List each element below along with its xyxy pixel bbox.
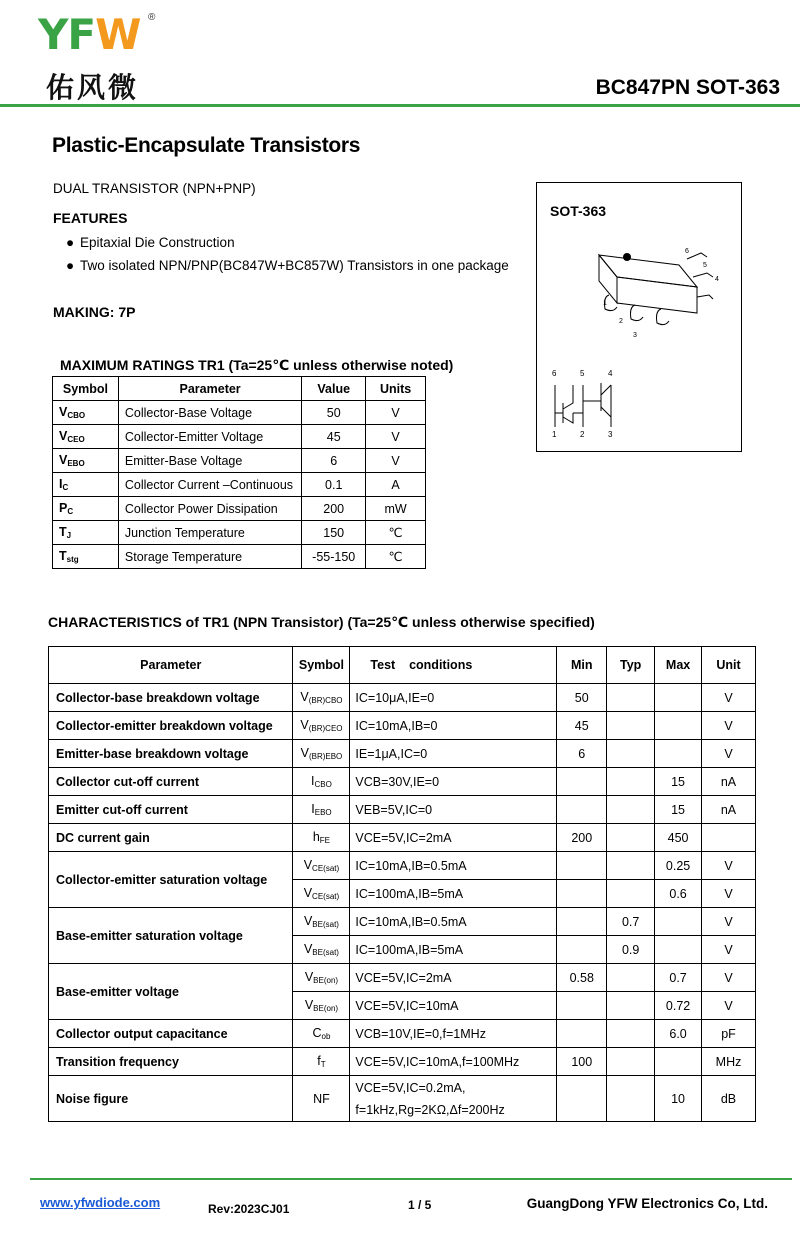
min-cell: 50: [557, 684, 607, 712]
symbol-subscript: EBO: [314, 808, 332, 817]
symbol-base: NF: [313, 1091, 330, 1106]
symbol-subscript: CE(sat): [312, 864, 340, 873]
max-cell: [655, 908, 702, 936]
parameter-cell: Collector output capacitance: [49, 1020, 293, 1048]
condition-cell: VCE=5V,IC=2mA: [350, 964, 557, 992]
symbol-cell: [53, 473, 119, 497]
table-row: [53, 521, 426, 545]
schematic-pin-label: 5: [580, 369, 585, 378]
symbol-cell: [293, 852, 350, 880]
max-cell: 6.0: [655, 1020, 702, 1048]
header-divider: [0, 104, 800, 107]
typ-cell: [607, 1076, 655, 1122]
unit-cell: V: [702, 880, 756, 908]
unit-cell: A: [366, 473, 426, 497]
package-drawing: [537, 225, 737, 449]
max-cell: 10: [655, 1076, 702, 1122]
condition-cell: IC=10μA,IE=0: [350, 684, 557, 712]
schematic-pin-label: 6: [552, 369, 557, 378]
value-cell: 50: [302, 401, 366, 425]
table-header: Symbol: [293, 647, 350, 684]
min-cell: [557, 768, 607, 796]
parameter-cell: DC current gain: [49, 824, 293, 852]
symbol-cell: [293, 1020, 350, 1048]
unit-cell: V: [702, 992, 756, 1020]
parameter-cell: Collector Power Dissipation: [118, 497, 301, 521]
condition-cell: IC=10mA,IB=0: [350, 712, 557, 740]
symbol-subscript: stg: [66, 555, 79, 564]
symbol-base: I: [311, 774, 315, 788]
unit-cell: MHz: [702, 1048, 756, 1076]
min-cell: 0.58: [557, 964, 607, 992]
unit-cell: mW: [366, 497, 426, 521]
symbol-subscript: ob: [321, 1032, 331, 1041]
feature-text: Epitaxial Die Construction: [80, 235, 235, 250]
symbol-subscript: BE(on): [313, 976, 339, 985]
symbol-cell: [53, 521, 119, 545]
symbol-subscript: BE(on): [313, 1004, 339, 1013]
registered-mark: ®: [148, 12, 156, 23]
page-title: Plastic-Encapsulate Transistors: [52, 134, 361, 157]
condition-cell: VCE=5V,IC=10mA: [350, 992, 557, 1020]
condition-cell: VCE=5V,IC=10mA,f=100MHz: [350, 1048, 557, 1076]
min-cell: 100: [557, 1048, 607, 1076]
drawing-pin-label: 4: [715, 276, 719, 283]
marking-code: MAKING: 7P: [53, 304, 136, 320]
max-cell: [655, 684, 702, 712]
symbol-subscript: J: [66, 531, 72, 540]
min-cell: [557, 796, 607, 824]
symbol-subscript: BE(sat): [312, 948, 339, 957]
table-row: [53, 449, 426, 473]
bullet-icon: ●: [66, 235, 75, 250]
table-row: [53, 473, 426, 497]
unit-cell: V: [702, 684, 756, 712]
min-cell: [557, 1020, 607, 1048]
table-row: [53, 401, 426, 425]
company-name: GuangDong YFW Electronics Co, Ltd.: [526, 1196, 768, 1211]
unit-cell: dB: [702, 1076, 756, 1122]
value-cell: 0.1: [302, 473, 366, 497]
pin1-marker-icon: [623, 253, 631, 261]
symbol-cell: [53, 425, 119, 449]
symbol-base: h: [312, 830, 320, 844]
table-header: Value: [302, 377, 366, 401]
typ-cell: [607, 880, 655, 908]
symbol-base: I: [311, 802, 315, 816]
logo-letter-f: F: [67, 10, 96, 59]
symbol-cell: [53, 497, 119, 521]
condition-line: f=1kHz,Rg=2KΩ,Δf=200Hz: [355, 1102, 505, 1117]
symbol-base: f: [317, 1054, 321, 1068]
symbol-base: P: [59, 501, 68, 515]
symbol-cell: [293, 964, 350, 992]
drawing-pin-label: 3: [633, 332, 637, 339]
parameter-cell: Collector-emitter saturation voltage: [49, 852, 293, 908]
table-header: Parameter: [49, 647, 293, 684]
table-header: Max: [655, 647, 702, 684]
symbol-cell: [293, 712, 350, 740]
max-cell: [655, 740, 702, 768]
max-cell: [655, 936, 702, 964]
max-cell: 0.6: [655, 880, 702, 908]
symbol-subscript: C: [62, 483, 69, 492]
symbol-base: I: [59, 477, 63, 491]
symbol-cell: [293, 1076, 350, 1122]
condition-cell: VCB=30V,IE=0: [350, 768, 557, 796]
table-header: Min: [557, 647, 607, 684]
min-cell: [557, 852, 607, 880]
condition-cell: VCB=10V,IE=0,f=1MHz: [350, 1020, 557, 1048]
min-cell: 6: [557, 740, 607, 768]
typ-cell: [607, 1020, 655, 1048]
condition-cell: VCE=5V,IC=2mA: [350, 824, 557, 852]
typ-cell: [607, 824, 655, 852]
condition-cell: IC=100mA,IB=5mA: [350, 936, 557, 964]
min-cell: [557, 1076, 607, 1122]
min-cell: 45: [557, 712, 607, 740]
max-cell: 0.25: [655, 852, 702, 880]
table-row: [49, 1020, 756, 1048]
symbol-cell: [293, 992, 350, 1020]
unit-cell: V: [702, 908, 756, 936]
page-number: 1 / 5: [408, 1198, 432, 1212]
typ-cell: [607, 740, 655, 768]
unit-cell: V: [366, 449, 426, 473]
package-label: SOT-363: [550, 203, 607, 219]
symbol-cell: [293, 684, 350, 712]
parameter-cell: Junction Temperature: [118, 521, 301, 545]
min-cell: 200: [557, 824, 607, 852]
min-cell: [557, 992, 607, 1020]
symbol-base: T: [59, 549, 67, 563]
revision-label: Rev:2023CJ01: [208, 1202, 290, 1216]
characteristics-table: [48, 646, 756, 1122]
symbol-subscript: T: [320, 1060, 326, 1069]
symbol-base: V: [303, 858, 313, 872]
unit-cell: [702, 824, 756, 852]
features-heading: FEATURES: [53, 210, 128, 226]
table-header: Parameter: [118, 377, 301, 401]
parameter-cell: Transition frequency: [49, 1048, 293, 1076]
parameter-cell: Base-emitter saturation voltage: [49, 908, 293, 964]
condition-cell: IC=10mA,IB=0.5mA: [350, 908, 557, 936]
table-row: [53, 425, 426, 449]
parameter-cell: Noise figure: [49, 1076, 293, 1122]
max-cell: 15: [655, 796, 702, 824]
min-cell: [557, 908, 607, 936]
schematic-pin-label: 2: [580, 430, 585, 439]
max-cell: [655, 712, 702, 740]
condition-cell: IE=1μA,IC=0: [350, 740, 557, 768]
condition-cell: IC=100mA,IB=5mA: [350, 880, 557, 908]
condition-cell: IC=10mA,IB=0.5mA: [350, 852, 557, 880]
symbol-base: V: [59, 405, 68, 419]
typ-cell: [607, 684, 655, 712]
typ-cell: [607, 712, 655, 740]
unit-cell: V: [366, 401, 426, 425]
unit-cell: V: [702, 740, 756, 768]
device-description: DUAL TRANSISTOR (NPN+PNP): [53, 181, 256, 196]
condition-line: VCE=5V,IC=0.2mA,: [355, 1080, 466, 1095]
symbol-cell: [293, 796, 350, 824]
dual-transistor-schematic-icon: [555, 383, 611, 427]
table-row: [49, 740, 756, 768]
parameter-cell: Emitter-base breakdown voltage: [49, 740, 293, 768]
symbol-subscript: (BR)CEO: [308, 724, 343, 733]
unit-cell: ℃: [366, 545, 426, 569]
table-row: [49, 712, 756, 740]
table-row: [49, 964, 756, 992]
unit-cell: nA: [702, 796, 756, 824]
table-header: Typ: [607, 647, 655, 684]
symbol-cell: [293, 936, 350, 964]
drawing-pin-label: 2: [619, 318, 623, 325]
drawing-pin-label: 5: [703, 262, 707, 269]
value-cell: -55-150: [302, 545, 366, 569]
logo-chinese-name: 佑风微: [46, 71, 140, 104]
schematic-pin-label: 1: [552, 430, 557, 439]
table-row: [53, 497, 426, 521]
symbol-base: V: [300, 718, 309, 732]
symbol-cell: [53, 401, 119, 425]
parameter-cell: Collector-emitter breakdown voltage: [49, 712, 293, 740]
logo-letter-w: W: [95, 10, 141, 59]
table-row: [49, 852, 756, 880]
symbol-subscript: C: [67, 507, 74, 516]
schematic-pin-label: 3: [608, 430, 613, 439]
unit-cell: V: [702, 852, 756, 880]
unit-cell: pF: [702, 1020, 756, 1048]
unit-cell: V: [702, 936, 756, 964]
unit-cell: nA: [702, 768, 756, 796]
symbol-subscript: BE(sat): [312, 920, 339, 929]
table-row: [49, 768, 756, 796]
feature-item: [66, 258, 509, 273]
symbol-base: V: [59, 429, 68, 443]
footer-divider: [30, 1178, 792, 1180]
schematic-pin-label: 4: [608, 369, 613, 378]
symbol-base: V: [300, 746, 309, 760]
symbol-base: V: [303, 942, 313, 956]
drawing-pin-label: 6: [685, 248, 689, 255]
typ-cell: [607, 852, 655, 880]
typ-cell: 0.7: [607, 908, 655, 936]
table-row: [49, 684, 756, 712]
unit-cell: V: [702, 712, 756, 740]
sot363-outline-icon: [599, 253, 713, 325]
table-header: Test conditions: [350, 647, 557, 684]
symbol-subscript: FE: [319, 836, 331, 845]
symbol-cell: [293, 908, 350, 936]
feature-item: [66, 235, 235, 250]
parameter-cell: Collector-Base Voltage: [118, 401, 301, 425]
symbol-cell: [293, 768, 350, 796]
parameter-cell: Emitter-Base Voltage: [118, 449, 301, 473]
value-cell: 45: [302, 425, 366, 449]
parameter-cell: Collector cut-off current: [49, 768, 293, 796]
symbol-subscript: (BR)EBO: [308, 752, 343, 761]
part-number: BC847PN SOT-363: [595, 76, 780, 99]
unit-cell: V: [702, 964, 756, 992]
value-cell: 150: [302, 521, 366, 545]
symbol-subscript: EBO: [67, 459, 85, 468]
logo-letter-y: Y: [38, 10, 68, 59]
symbol-base: V: [304, 998, 314, 1012]
symbol-cell: [53, 545, 119, 569]
typ-cell: [607, 992, 655, 1020]
min-cell: [557, 936, 607, 964]
table-row: [49, 908, 756, 936]
symbol-subscript: CBO: [314, 780, 332, 789]
symbol-base: V: [303, 886, 313, 900]
min-cell: [557, 880, 607, 908]
max-ratings-table: [52, 376, 426, 569]
max-cell: 0.72: [655, 992, 702, 1020]
bullet-icon: ●: [66, 258, 75, 273]
symbol-base: C: [312, 1026, 322, 1040]
symbol-cell: [293, 740, 350, 768]
max-cell: 15: [655, 768, 702, 796]
table-row: [49, 1048, 756, 1076]
symbol-subscript: CE(sat): [312, 892, 340, 901]
condition-cell: [350, 1076, 557, 1122]
typ-cell: [607, 768, 655, 796]
symbol-base: V: [59, 453, 68, 467]
value-cell: 200: [302, 497, 366, 521]
symbol-cell: [293, 824, 350, 852]
unit-cell: ℃: [366, 521, 426, 545]
max-cell: 0.7: [655, 964, 702, 992]
table-row: [53, 545, 426, 569]
symbol-base: V: [303, 914, 313, 928]
typ-cell: [607, 964, 655, 992]
parameter-cell: Emitter cut-off current: [49, 796, 293, 824]
max-cell: 450: [655, 824, 702, 852]
feature-text: Two isolated NPN/PNP(BC847W+BC857W) Transistors in one package: [80, 258, 509, 273]
typ-cell: [607, 796, 655, 824]
parameter-cell: Base-emitter voltage: [49, 964, 293, 1020]
table-header: Symbol: [53, 377, 119, 401]
symbol-base: T: [59, 525, 67, 539]
symbol-subscript: CBO: [67, 411, 86, 420]
symbol-base: V: [304, 970, 314, 984]
condition-cell: VEB=5V,IC=0: [350, 796, 557, 824]
max-ratings-title: MAXIMUM RATINGS TR1 (Ta=25℃ unless otherwise noted): [60, 357, 454, 373]
symbol-base: V: [300, 690, 309, 704]
symbol-subscript: (BR)CBO: [308, 696, 343, 705]
table-header: Units: [366, 377, 426, 401]
max-cell: [655, 1048, 702, 1076]
unit-cell: V: [366, 425, 426, 449]
symbol-cell: [53, 449, 119, 473]
characteristics-title: CHARACTERISTICS of TR1 (NPN Transistor) (Ta=25℃ unless otherwise specified): [48, 614, 595, 630]
symbol-cell: [293, 1048, 350, 1076]
value-cell: 6: [302, 449, 366, 473]
parameter-cell: Collector-Emitter Voltage: [118, 425, 301, 449]
table-row: [49, 1076, 756, 1122]
company-logo: [38, 10, 141, 59]
table-row: [49, 824, 756, 852]
typ-cell: 0.9: [607, 936, 655, 964]
parameter-cell: Collector-base breakdown voltage: [49, 684, 293, 712]
symbol-subscript: CEO: [67, 435, 85, 444]
table-header: Unit: [702, 647, 756, 684]
website-link[interactable]: www.yfwdiode.com: [40, 1195, 161, 1210]
table-row: [49, 796, 756, 824]
parameter-cell: Storage Temperature: [118, 545, 301, 569]
drawing-pin-label: 1: [603, 300, 607, 307]
typ-cell: [607, 1048, 655, 1076]
symbol-cell: [293, 880, 350, 908]
parameter-cell: Collector Current –Continuous: [118, 473, 301, 497]
